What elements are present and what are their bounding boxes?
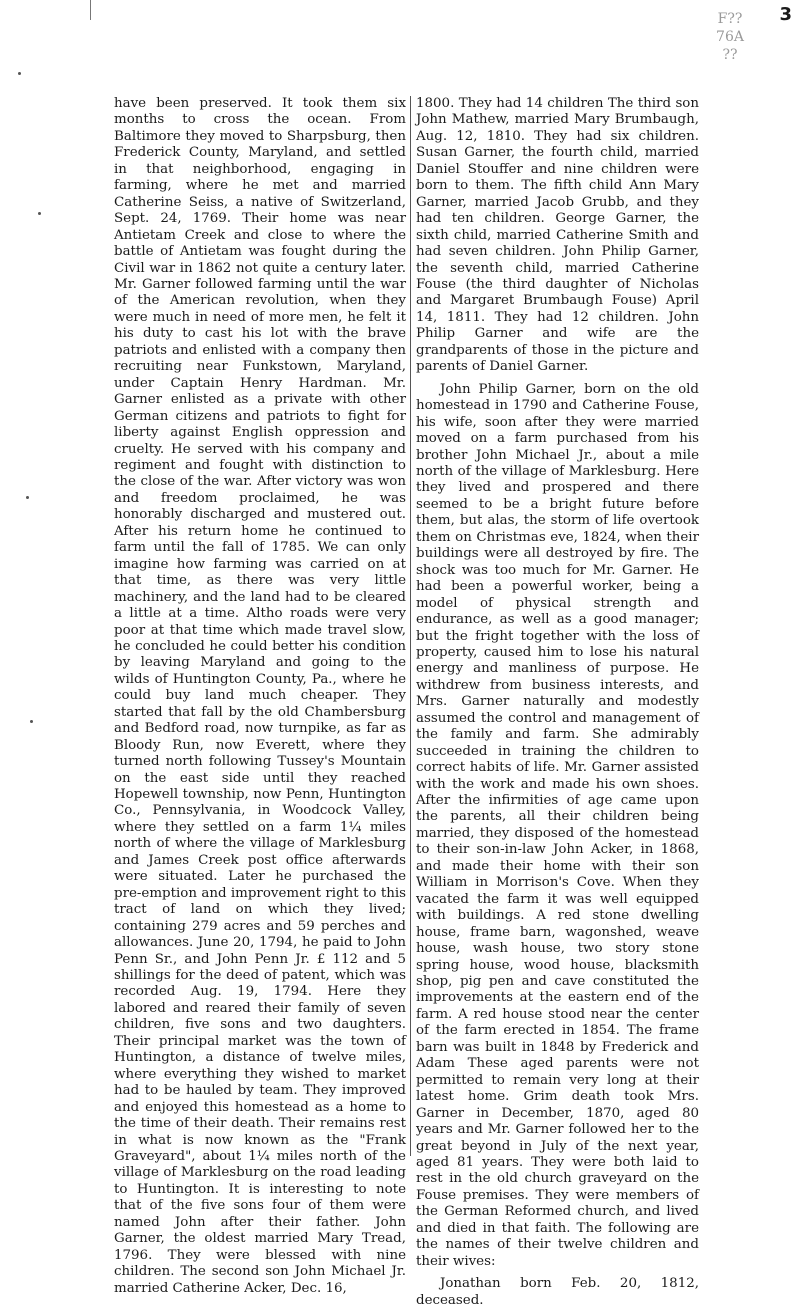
article-column-left bbox=[114, 96, 406, 1297]
margin-annotation: F?? 76A ?? bbox=[716, 11, 744, 63]
paragraph: 1800. They had 14 children The third son John Mathew, married Mary Brumbaugh, Aug. 12, 1810. They had six children. Susan Garner, the fourth child, married Daniel Stouffer and nine children were born to them. The fifth child Ann Mary Garner, married Jacob Grubb, and they had ten children. George Garner, the sixth child, married Catherine Smith and had seven children. John Philip Garner, the seventh child, married Catherine Fouse (the third daughter of Nicholas and Margaret Brumbaugh Fouse) April 14, 1811. They had 12 children. John Philip Garner and wife are the grandparents of those in the picture and parents of Daniel Garner. bbox=[416, 96, 699, 375]
paragraph: John Philip Garner, born on the old homestead in 1790 and Catherine Fouse, his wife, soon after they were married moved on a farm purchased from his brother John Michael Jr., about a mile north of the village of Marklesburg. Here they lived and prospered and there seemed to be a bright future before them, but alas, the storm of life overtook them on Christmas eve, 1824, when their buildings were all destroyed by fire. The shock was too much for Mr. Garner. He had been a powerful worker, being a model of physical strength and endurance, as well as a good manager; but the fright together with the loss of property, caused him to lose his natural energy and manliness of purpose. He withdrew from business interests, and Mrs. Garner naturally and modestly assumed the control and management of the family and farm. She admirably succeeded in training the children to correct habits of life. Mr. Garner assisted with the work and made his own shoes. After the infirmities of age came upon the parents, all their children being married, they disposed of the homestead to their son-in-law John Acker, in 1868, and made their home with their son William in Morrison's Cove. When they vacated the farm it was well equipped with buildings. A red stone dwelling house, frame barn, wagonshed, weave house, wash house, two story stone spring house, wood house, blacksmith shop, pig pen and cave constituted the improvements at the eastern end of the farm. A red house stood near the center of the farm erected in 1854. The frame barn was built in 1848 by Frederick and Adam These aged parents were not permitted to remain very long at their latest home. Grim death took Mrs. Garner in December, 1870, aged 80 years and Mr. Garner followed her to the great beyond in July of the next year, aged 81 years. They were both laid to rest in the old church graveyard on the Fouse premises. They were members of the German Reformed church, and lived and died in that faith. The following are the names of their twelve children and their wives: bbox=[416, 381, 699, 1269]
article-column-right bbox=[416, 96, 699, 1309]
scan-speck bbox=[18, 72, 21, 75]
column-divider bbox=[410, 96, 411, 1156]
scan-speck bbox=[38, 212, 41, 215]
scan-speck bbox=[26, 496, 29, 499]
scan-speck bbox=[30, 720, 33, 723]
page-number: 3 bbox=[779, 4, 792, 25]
paragraph: Jonathan born Feb. 20, 1812, deceased. bbox=[416, 1276, 699, 1308]
scan-edge-line bbox=[90, 0, 91, 20]
paragraph: have been preserved. It took them six months to cross the ocean. From Baltimore they moved to Sharpsburg, then Frederick County, Maryland, and settled in that neighborhood, engaging in farming, where he met and married Catherine Seiss, a native of Switzerland, Sept. 24, 1769. Their home was near Antietam Creek and close to where the battle of Antietam was fought during the Civil war in 1862 not quite a century later. Mr. Garner followed farming until the war of the American revolution, when they were much in need of more men, he felt it his duty to cast his lot with the brave patriots and enlisted with a company then recruiting near Funkstown, Maryland, under Captain Henry Hardman. Mr. Garner enlisted as a private with other German citizens and patriots to fight for liberty against English oppression and cruelty. He served with his company and regiment and fought with distinction to the close of the war. After victory was won and freedom proclaimed, he was honorably discharged and mustered out. After his return home he continued to farm until the fall of 1785. We can only imagine how farming was carried on at that time, as there was very little machinery, and the land had to be cleared a little at a time. Altho roads were very poor at that time which made travel slow, he concluded he could better his condition by leaving Maryland and going to the wilds of Huntington County, Pa., where he could buy land much cheaper. They started that fall by the old Chambersburg and Bedford road, now turnpike, as far as Bloody Run, now Everett, where they turned north following Tussey's Mountain on the east side until they reached Hopewell township, now Penn, Huntington Co., Pennsylvania, in Woodcock Valley, where they settled on a farm 1¼ miles north of where the village of Marklesburg and James Creek post office afterwards were situated. Later he purchased the pre-emption and improvement right to this tract of land on which they lived; containing 279 acres and 59 perches and allowances. June 20, 1794, he paid to John Penn Sr., and John Penn Jr. £ 112 and 5 shillings for the deed of patent, which was recorded Aug. 19, 1794. Here they labored and reared their family of seven children, five sons and two daughters. Their principal market was the town of Huntington, a distance of twelve miles, where everything they wished to market had to be hauled by team. They improved and enjoyed this homestead as a home to the time of their death. Their remains rest in what is now known as the "Frank Graveyard", about 1¼ miles north of the village of Marklesburg on the road leading to Huntington. It is interesting to note that of the five sons four of them were named John after their father. John Garner, the oldest married Mary Tread, 1796. They were blessed with nine children. The second son John Michael Jr. married Catherine Acker, Dec. 16, bbox=[114, 96, 406, 1296]
